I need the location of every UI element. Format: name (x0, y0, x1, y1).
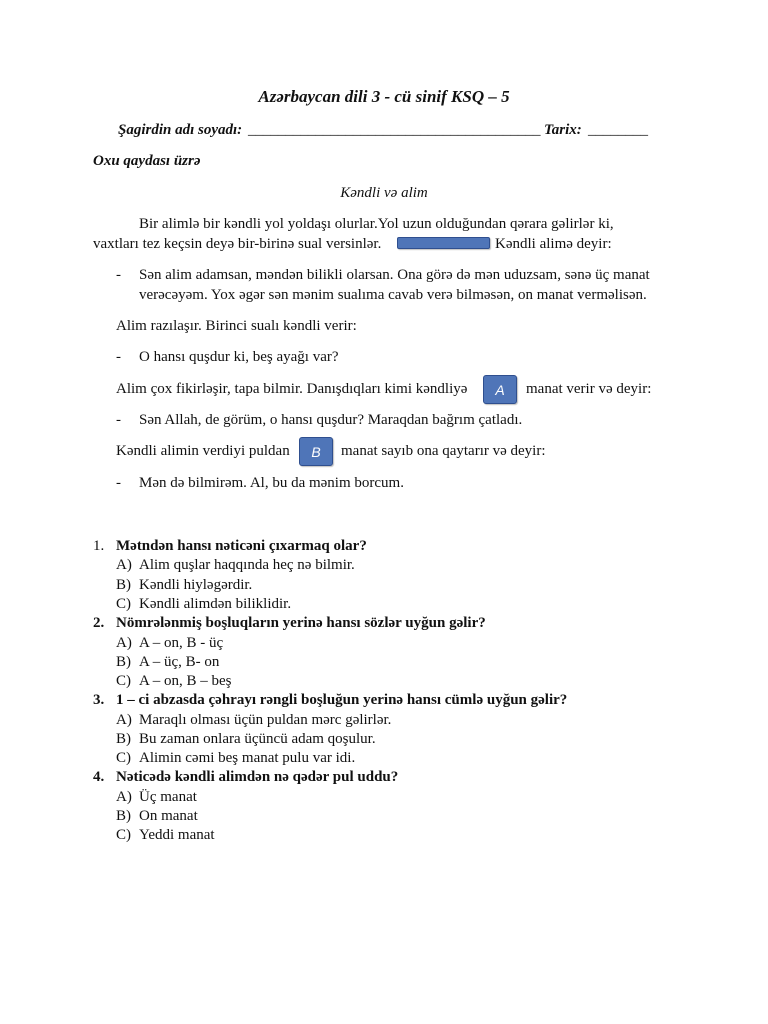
dialogue-1-line1: Sən alim adamsan, məndən bilikli olarsan. Ona görə də mən uduzsam, sənə üç manat (139, 267, 650, 283)
dialogue-dash: - (116, 267, 121, 283)
option-label: A) (116, 635, 132, 651)
dialogue-3: Sən Allah, de görüm, o hansı quşdur? Maraqdan bağrım çatladı. (139, 412, 523, 428)
blank-b-placeholder: B (299, 437, 333, 466)
option-label: B) (116, 731, 131, 747)
text-title: Kəndli və alim (340, 185, 428, 201)
option-label: B) (116, 808, 131, 824)
dialogue-dash: - (116, 475, 121, 491)
option-label: B) (116, 577, 131, 593)
option-text: A – on, B - üç (139, 635, 224, 651)
option-text: Kəndli alimdən biliklidir. (139, 596, 292, 612)
option-label: B) (116, 654, 131, 670)
option-text: Yeddi manat (139, 827, 215, 843)
option-text: A – on, B – beş (139, 673, 232, 689)
option-text: Kəndli hiyləgərdir. (139, 577, 253, 593)
question-number: 3. (93, 692, 105, 708)
option-label: C) (116, 596, 131, 612)
pink-blank-box (397, 237, 490, 249)
student-name-label: Şagirdin adı soyadı: (118, 122, 243, 138)
passage-p2: Alim razılaşır. Birinci sualı kəndli verir: (116, 318, 357, 334)
dialogue-1-line2: verəcəyəm. Yox əgər sən mənim sualıma cavab verə bilməsən, on manat verməlisən. (139, 287, 647, 303)
dialogue-2: O hansı quşdur ki, beş ayağı var? (139, 349, 339, 365)
question-number: 4. (93, 769, 105, 785)
student-name-line: _______________________________________ (248, 122, 541, 138)
question-text: 1 – ci abzasda çəhrayı rəngli boşluğun yerinə hansı cümlə uyğun gəlir? (116, 692, 568, 708)
option-text: Alimin cəmi beş manat pulu var idi. (139, 750, 356, 766)
option-text: Bu zaman onlara üçüncü adam qoşulur. (139, 731, 376, 747)
option-text: On manat (139, 808, 198, 824)
passage-p1-line2b: Kəndli alimə deyir: (495, 236, 612, 252)
passage-p1-line1: Bir alimlə bir kəndli yol yoldaşı olurlar.Yol uzun olduğundan qərara gəlirlər ki, (139, 216, 614, 232)
option-text: Maraqlı olması üçün puldan mərc gəlirlər. (139, 712, 392, 728)
question-number: 2. (93, 615, 105, 631)
option-text: Alim quşlar haqqında heç nə bilmir. (139, 557, 355, 573)
question-text: Nəticədə kəndli alimdən nə qədər pul uddu? (116, 769, 399, 785)
passage-p3b: manat verir və deyir: (526, 381, 652, 397)
dialogue-dash: - (116, 349, 121, 365)
blank-a-placeholder: A (483, 375, 517, 404)
page-title: Azərbaycan dili 3 - cü sinif KSQ – 5 (258, 87, 510, 106)
date-label: Tarix: (544, 122, 582, 138)
question-number: 1. (93, 538, 105, 554)
dialogue-dash: - (116, 412, 121, 428)
option-label: C) (116, 827, 131, 843)
passage-p1-line2a: vaxtları tez keçsin deyə bir-birinə sual versinlər. (93, 236, 382, 252)
question-text: Nömrələnmiş boşluqların yerinə hansı sözlər uyğun gəlir? (116, 615, 486, 631)
section-label: Oxu qaydası üzrə (93, 153, 201, 169)
option-text: A – üç, B- on (139, 654, 220, 670)
date-line: ________ (588, 122, 648, 138)
dialogue-4: Mən də bilmirəm. Al, bu da mənim borcum. (139, 475, 404, 491)
question-text: Mətndən hansı nəticəni çıxarmaq olar? (116, 538, 367, 554)
option-label: C) (116, 673, 131, 689)
passage-p4a: Kəndli alimin verdiyi puldan (116, 443, 290, 459)
option-label: C) (116, 750, 131, 766)
option-text: Üç manat (139, 789, 197, 805)
option-label: A) (116, 557, 132, 573)
option-label: A) (116, 712, 132, 728)
option-label: A) (116, 789, 132, 805)
passage-p3a: Alim çox fikirləşir, tapa bilmir. Danışdıqları kimi kəndliyə (116, 381, 468, 397)
passage-p4b: manat sayıb ona qaytarır və deyir: (341, 443, 546, 459)
